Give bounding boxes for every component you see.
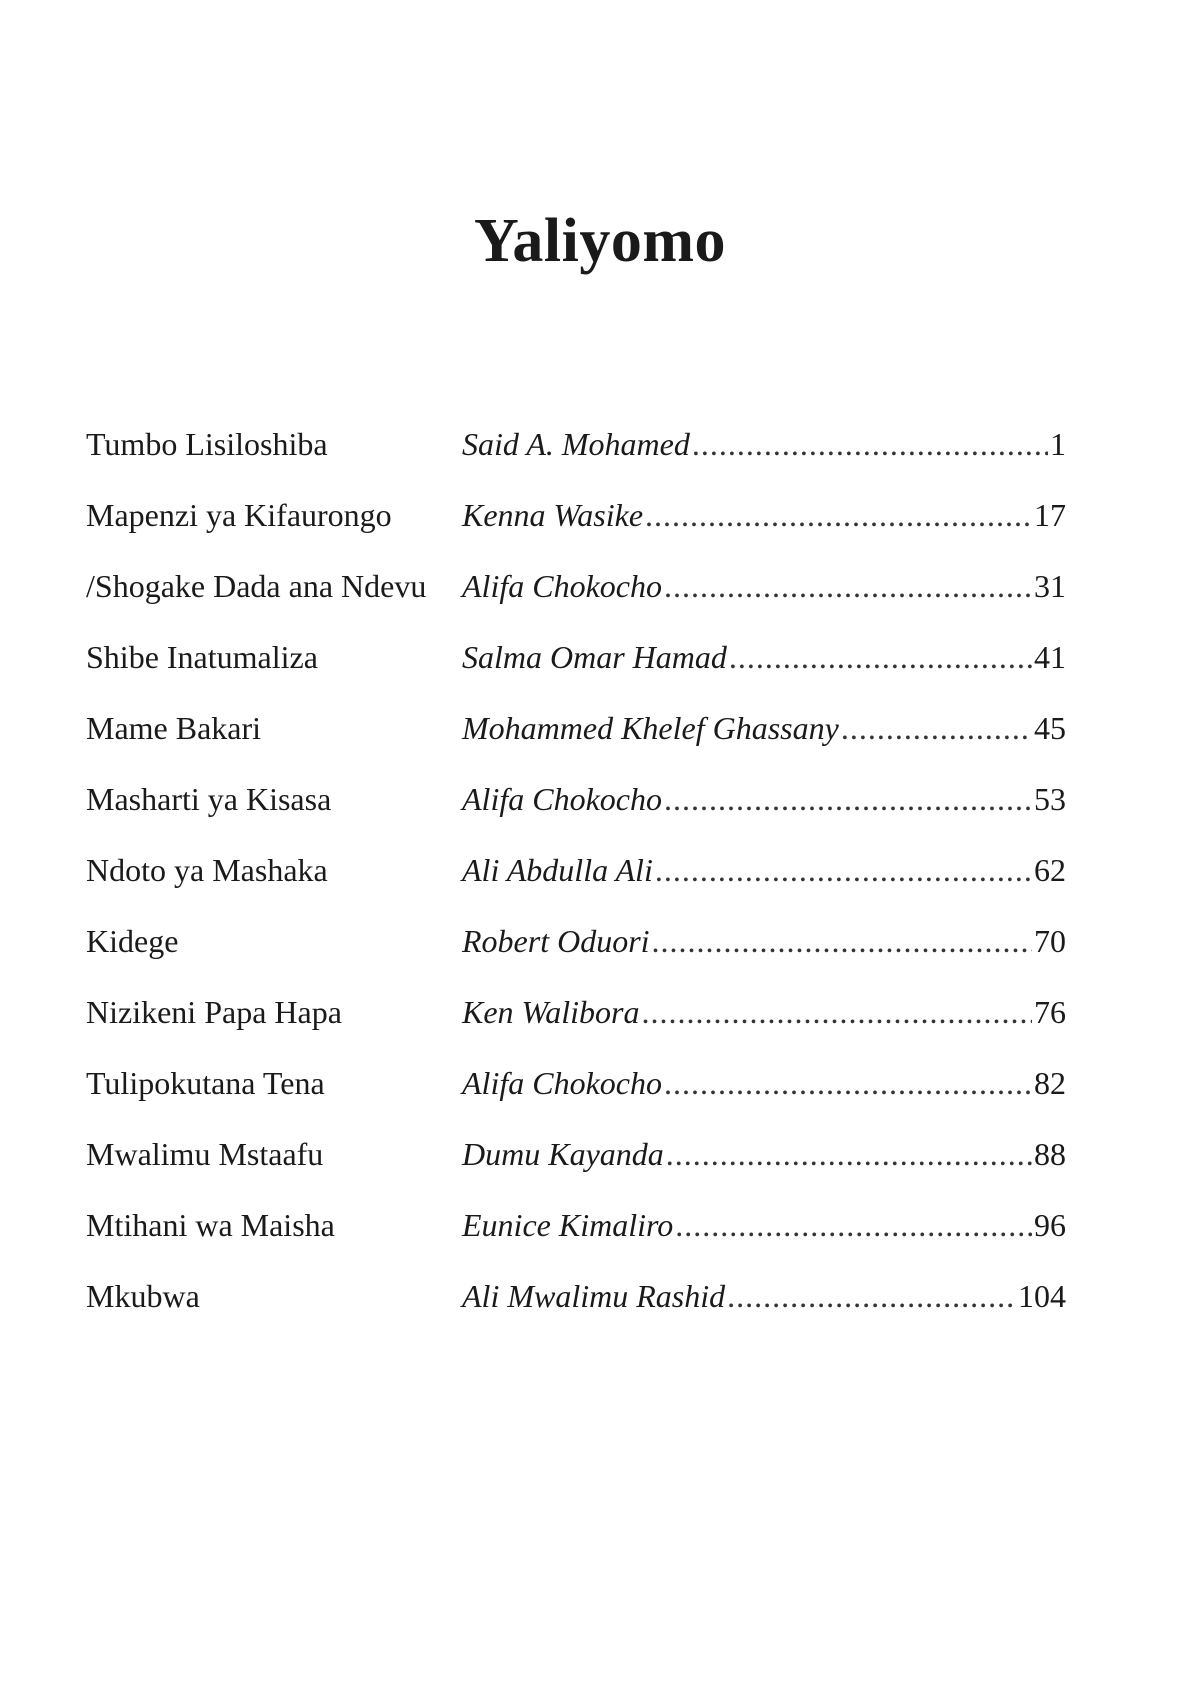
dot-leader — [664, 566, 1032, 606]
story-title: Tumbo Lisiloshiba — [86, 426, 328, 462]
story-title: Nizikeni Papa Hapa — [86, 994, 342, 1030]
dot-leader — [664, 1063, 1032, 1103]
page-title: Yaliyomo — [474, 207, 726, 275]
toc-entry — [86, 850, 1066, 921]
toc-entry — [86, 779, 1066, 850]
story-title: Masharti ya Kisasa — [86, 781, 332, 817]
page-number: 1 — [1050, 426, 1066, 462]
page-number: 41 — [1034, 639, 1066, 675]
author-line — [462, 921, 1066, 961]
story-title: Mwalimu Mstaafu — [86, 1136, 324, 1172]
author-name: Ali Abdulla Ali — [462, 852, 653, 888]
toc-entry — [86, 637, 1066, 708]
story-title: /Shogake Dada ana Ndevu — [86, 568, 427, 604]
dot-leader — [729, 637, 1032, 677]
toc-entry — [86, 424, 1066, 495]
author-line — [462, 1063, 1066, 1103]
author-line — [462, 424, 1066, 464]
author-name: Ken Walibora — [462, 994, 640, 1030]
author-name: Alifa Chokocho — [462, 1065, 662, 1101]
toc-entry — [86, 566, 1066, 637]
author-line — [462, 495, 1066, 535]
story-title: Ndoto ya Mashaka — [86, 852, 328, 888]
page-number: 82 — [1034, 1065, 1066, 1101]
dot-leader — [666, 1134, 1032, 1174]
toc-entry — [86, 992, 1066, 1063]
story-title: Mkubwa — [86, 1278, 200, 1314]
author-line — [462, 779, 1066, 819]
author-name: Ali Mwalimu Rashid — [462, 1278, 726, 1314]
dot-leader — [642, 992, 1033, 1032]
author-name: Alifa Chokocho — [462, 568, 662, 604]
dot-leader — [664, 779, 1032, 819]
toc-entry — [86, 495, 1066, 566]
toc-entry — [86, 921, 1066, 992]
dot-leader — [655, 850, 1032, 890]
author-name: Robert Oduori — [462, 923, 650, 959]
story-title: Mapenzi ya Kifaurongo — [86, 497, 392, 533]
author-name: Alifa Chokocho — [462, 781, 662, 817]
author-line — [462, 637, 1066, 677]
page-number: 70 — [1034, 923, 1066, 959]
table-of-contents — [86, 424, 1066, 1347]
author-name: Eunice Kimaliro — [462, 1207, 674, 1243]
author-name: Salma Omar Hamad — [462, 639, 727, 675]
toc-entry — [86, 1134, 1066, 1205]
story-title: Shibe Inatumaliza — [86, 639, 318, 675]
page-number: 62 — [1034, 852, 1066, 888]
page-number: 17 — [1034, 497, 1066, 533]
page-number: 96 — [1034, 1207, 1066, 1243]
page-number: 88 — [1034, 1136, 1066, 1172]
dot-leader — [675, 1205, 1032, 1245]
dot-leader — [841, 708, 1032, 748]
toc-entry — [86, 1205, 1066, 1276]
story-title: Mtihani wa Maisha — [86, 1207, 335, 1243]
story-title: Tulipokutana Tena — [86, 1065, 325, 1101]
author-line — [462, 992, 1066, 1032]
author-name: Dumu Kayanda — [462, 1136, 664, 1172]
toc-entry — [86, 1063, 1066, 1134]
dot-leader — [645, 495, 1032, 535]
author-line — [462, 1276, 1066, 1316]
story-title: Kidege — [86, 923, 179, 959]
dot-leader — [727, 1276, 1016, 1316]
dot-leader — [692, 424, 1048, 464]
page-number: 45 — [1034, 710, 1066, 746]
author-name: Said A. Mohamed — [462, 426, 690, 462]
author-name: Kenna Wasike — [462, 497, 644, 533]
page-number: 31 — [1034, 568, 1066, 604]
author-line — [462, 708, 1066, 748]
story-title: Mame Bakari — [86, 710, 262, 746]
page-number: 104 — [1018, 1278, 1066, 1314]
author-line — [462, 566, 1066, 606]
author-line — [462, 1205, 1066, 1245]
toc-entry — [86, 708, 1066, 779]
dot-leader — [652, 921, 1032, 961]
page-number: 53 — [1034, 781, 1066, 817]
author-name: Mohammed Khelef Ghassany — [462, 710, 839, 746]
page-number: 76 — [1034, 994, 1066, 1030]
author-line — [462, 1134, 1066, 1174]
toc-entry — [86, 1276, 1066, 1347]
author-line — [462, 850, 1066, 890]
